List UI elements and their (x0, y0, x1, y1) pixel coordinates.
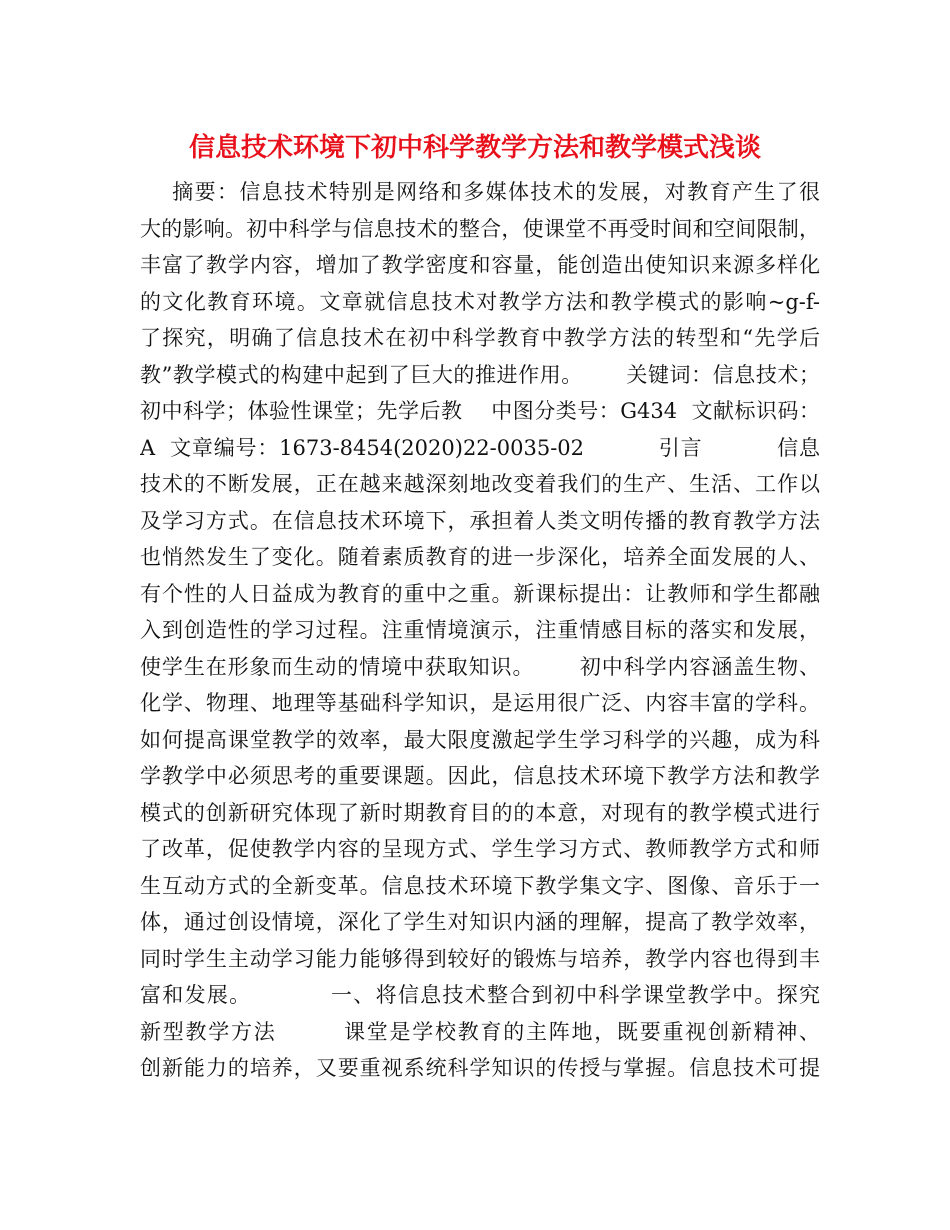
body-text-line: 同时学生主动学习能力能够得到较好的锻炼与培养，教学内容也得到丰 (140, 946, 820, 971)
document-title: 信息技术环境下初中科学教学方法和教学模式浅谈 (188, 133, 761, 163)
body-text-line: A 文章编号：1673-8454(2020)22-0035-02 引言 信息 (140, 435, 820, 460)
body-text-line: 化学、物理、地理等基础科学知识，是运用很广泛、内容丰富的学科。 (140, 691, 820, 715)
body-text-line: 及学习方式。在信息技术环境下，承担着人类文明传播的教育教学方法 (140, 508, 820, 533)
body-text-line: 创新能力的培养，又要重视系统科学知识的传授与掌握。信息技术可提 (140, 1056, 820, 1080)
body-text-line: 摘要：信息技术特别是网络和多媒体技术的发展，对教育产生了很 (140, 180, 820, 204)
body-text-line: 大的影响。初中科学与信息技术的整合，使课堂不再受时间和空间限制， (140, 216, 820, 241)
body-text-line: 使学生在形象而生动的情境中获取知识。 初中科学内容涵盖生物、 (140, 654, 820, 679)
body-text-line: 也悄然发生了变化。随着素质教育的进一步深化，培养全面发展的人、 (140, 545, 820, 569)
body-text-line: 技术的不断发展，正在越来越深刻地改变着我们的生产、生活、工作以 (140, 472, 820, 496)
document-body (140, 174, 820, 1087)
body-text-line: 了改革，促使教学内容的呈现方式、学生学习方式、教师教学方式和师 (140, 837, 820, 861)
body-text-line: 有个性的人日益成为教育的重中之重。新课标提出：让教师和学生都融 (140, 581, 820, 606)
body-text-line: 新型教学方法 课堂是学校教育的主阵地，既要重视创新精神、 (140, 1019, 820, 1044)
body-text-line: 体，通过创设情境，深化了学生对知识内涵的理解，提高了教学效率， (140, 910, 820, 934)
body-text-line: 富和发展。 一、将信息技术整合到初中科学课堂教学中。探究 (140, 983, 820, 1007)
body-text-line: 教”教学模式的构建中起到了巨大的推进作用。 关键词：信息技术； (140, 362, 820, 387)
body-text-line: 初中科学；体验性课堂；先学后教 中图分类号：G434 文献标识码： (140, 399, 820, 423)
body-text-line: 了探究，明确了信息技术在初中科学教育中教学方法的转型和“先学后 (140, 326, 820, 350)
body-text-line: 入到创造性的学习过程。注重情境演示，注重情感目标的落实和发展， (140, 618, 820, 642)
body-text-line: 如何提高课堂教学的效率，最大限度激起学生学习科学的兴趣，成为科 (140, 727, 820, 752)
body-text-line: 的文化教育环境。文章就信息技术对教学方法和教学模式的影响~g-f- (140, 289, 820, 314)
body-text-line: 学教学中必须思考的重要课题。因此，信息技术环境下教学方法和教学 (140, 764, 820, 788)
body-text-line: 模式的创新研究体现了新时期教育目的的本意，对现有的教学模式进行 (140, 800, 820, 825)
body-text-line: 丰富了教学内容，增加了教学密度和容量，能创造出使知识来源多样化 (140, 253, 820, 277)
body-text-line: 生互动方式的全新变革。信息技术环境下教学集文字、图像、音乐于一 (140, 873, 820, 898)
